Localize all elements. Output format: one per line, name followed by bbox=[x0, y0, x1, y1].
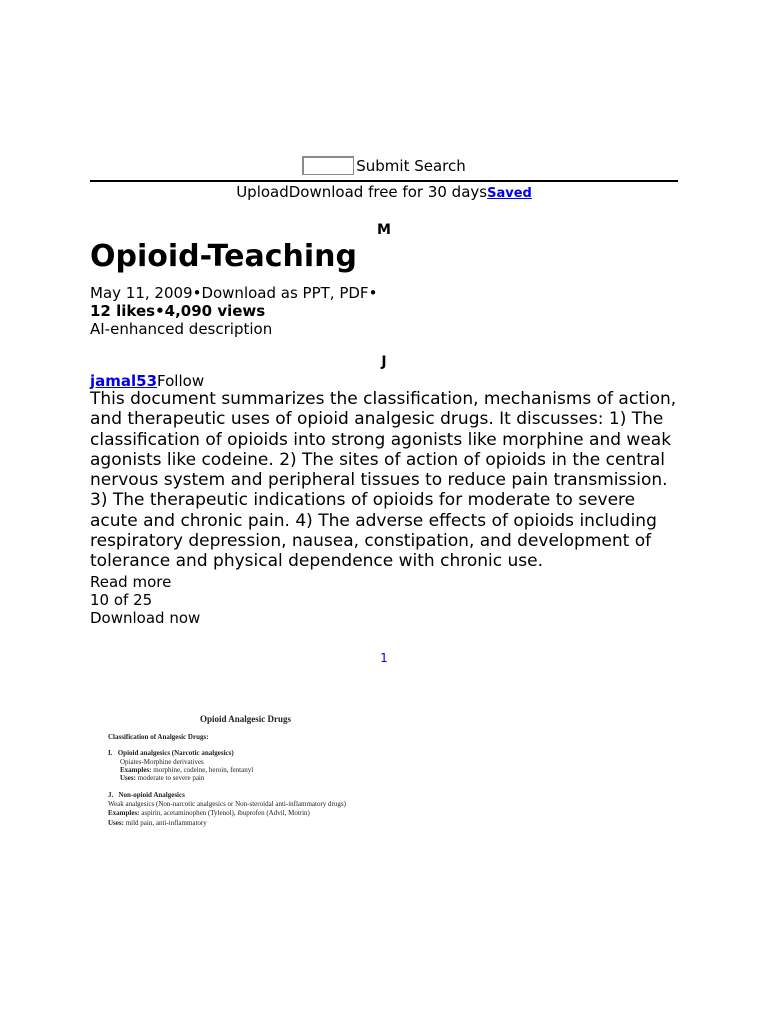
page-number-link[interactable]: 1 bbox=[380, 651, 388, 665]
follow-button[interactable]: Follow bbox=[157, 372, 205, 390]
uploader-avatar: M bbox=[377, 222, 391, 238]
slide-section-j-sub: Weak analgesics (Non-narcotic analgesics or Non-steroidal anti-inflammatory drugs) bbox=[108, 800, 346, 808]
search-bar bbox=[0, 151, 768, 175]
download-now-button[interactable]: Download now bbox=[90, 609, 201, 627]
author-row bbox=[90, 372, 204, 390]
date-download-line bbox=[90, 284, 377, 302]
slide-section-i bbox=[108, 749, 234, 757]
meta-separator: • bbox=[192, 284, 202, 302]
download-free-link[interactable]: Download free for 30 days bbox=[288, 183, 488, 201]
slide-title: Opioid Analgesic Drugs bbox=[200, 714, 292, 724]
document-meta bbox=[90, 284, 377, 338]
download-as-link[interactable]: Download as PPT, PDF bbox=[201, 284, 369, 302]
upload-link[interactable]: Upload bbox=[236, 183, 289, 201]
submit-search-button[interactable]: Submit Search bbox=[356, 157, 466, 175]
page-title: Opioid-Teaching bbox=[90, 239, 357, 274]
slide-section-j-examples bbox=[108, 809, 310, 817]
slide-section-j-title: Non-opioid Analgesics bbox=[118, 791, 185, 799]
author-avatar: J bbox=[381, 354, 387, 370]
slide-preview bbox=[104, 712, 394, 842]
slide-section-i-uses bbox=[120, 774, 204, 782]
slide-examples-text: morphine, codeine, heroin, fentanyl bbox=[153, 766, 254, 774]
slide-uses-label: Uses: bbox=[108, 819, 124, 827]
slide-section-i-sub: Opiates-Morphine derivatives bbox=[120, 758, 204, 766]
ai-description-label: AI-enhanced description bbox=[90, 320, 273, 338]
slide-uses-text: moderate to severe pain bbox=[137, 774, 205, 782]
top-actions bbox=[0, 183, 768, 203]
meta-separator: • bbox=[155, 302, 165, 320]
read-more-button[interactable]: Read more bbox=[90, 573, 172, 591]
slide-section-j bbox=[108, 791, 185, 799]
saved-link[interactable]: Saved bbox=[487, 186, 532, 201]
search-input[interactable] bbox=[302, 156, 354, 175]
header-divider bbox=[90, 180, 678, 182]
slide-section-i-title: Opioid analgesics (Narcotic analgesics) bbox=[117, 749, 234, 757]
slide-examples-text: aspirin, acetaminophen (Tylenol), ibuprofen (Advil, Motrin) bbox=[141, 809, 310, 817]
description-actions bbox=[90, 573, 200, 627]
slide-section-i-num: I. bbox=[108, 749, 113, 757]
meta-separator: • bbox=[368, 284, 378, 302]
slide-uses-text: mild pain, anti-inflammatory bbox=[125, 819, 207, 827]
slide-examples-label: Examples: bbox=[120, 766, 152, 774]
slide-examples-label: Examples: bbox=[108, 809, 140, 817]
upload-date: May 11, 2009 bbox=[90, 284, 193, 302]
document-description: This document summarizes the classification, mechanisms of action, and therapeutic uses of opioid analgesic drugs. It discusses: 1) The classification of opioids into strong agonists like morphine and weak agonists like codeine. 2) The sites of action of opioids in the central nervous system and peripheral tissues to reduce pain transmission. 3) The therapeutic indications of opioids for moderate to severe acute and chronic pain. 4) The adverse effects of opioids including respiratory depression, nausea, constipation, and development of tolerance and physical dependence with chronic use. bbox=[90, 389, 677, 572]
likes-count: 12 likes bbox=[90, 302, 156, 320]
slide-uses-label: Uses: bbox=[120, 774, 136, 782]
slide-section-i-examples bbox=[120, 766, 253, 774]
slide-classification: Classification of Analgesic Drugs: bbox=[108, 733, 209, 741]
author-name-link[interactable]: jamal53 bbox=[90, 372, 158, 390]
page-count: 10 of 25 bbox=[90, 591, 153, 609]
slide-section-j-num: J. bbox=[108, 791, 114, 799]
slide-section-j-uses bbox=[108, 819, 207, 827]
views-count: 4,090 views bbox=[164, 302, 266, 320]
stats-line bbox=[90, 302, 377, 320]
